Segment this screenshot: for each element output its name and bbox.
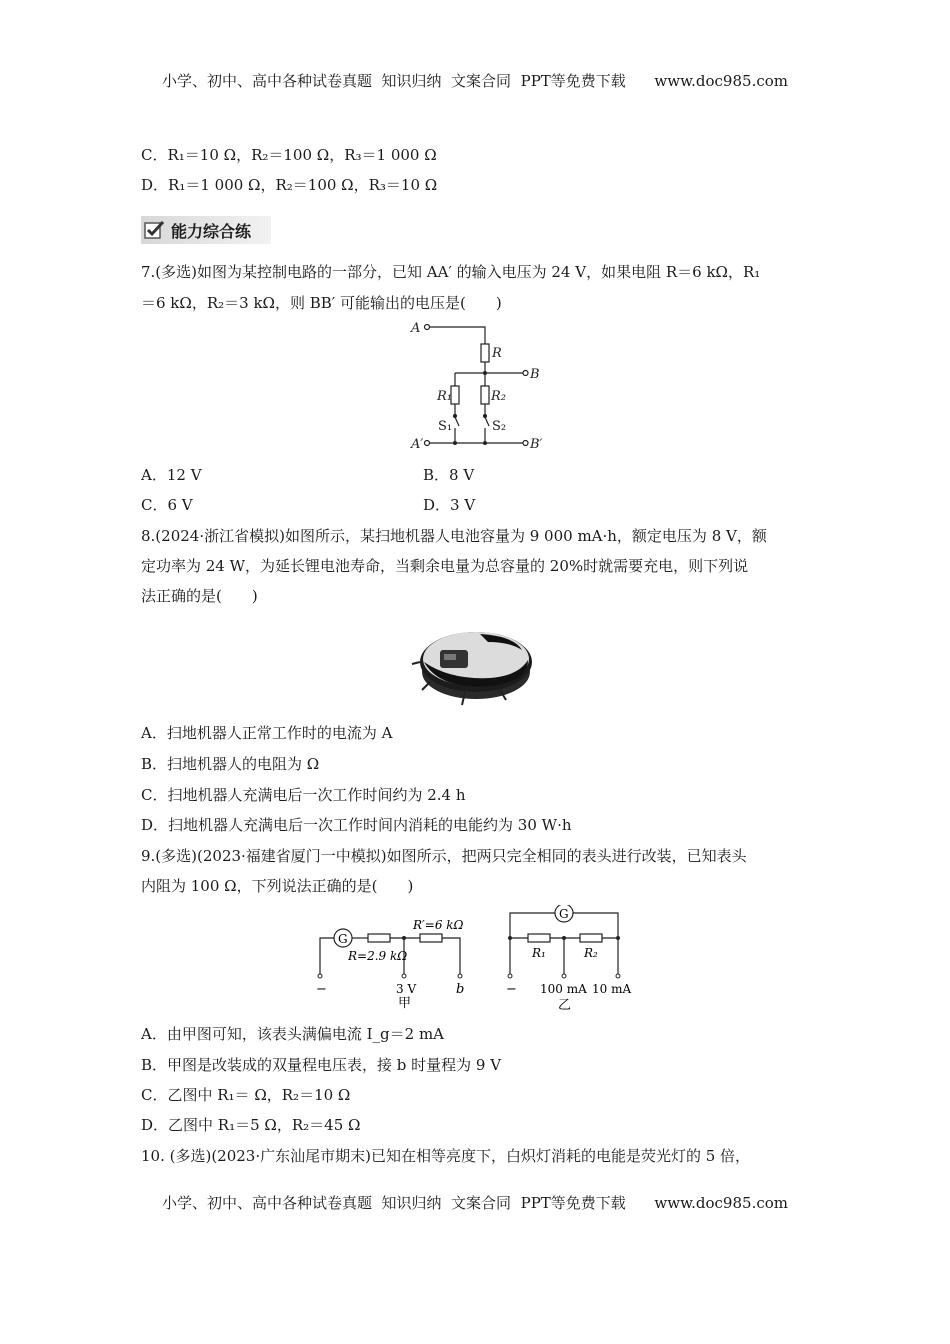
q7-circuit-diagram bbox=[405, 318, 555, 458]
q9-figure-yi bbox=[500, 905, 650, 1015]
q9-label-jia: 甲 bbox=[398, 996, 412, 1011]
q9-label-yi: 乙 bbox=[558, 998, 572, 1013]
section-header bbox=[141, 216, 271, 244]
q9-option-b: B．甲图是改装成的双量程电压表，接 b 时量程为 9 V bbox=[141, 1056, 502, 1074]
q7-option-c: C．6 V bbox=[141, 496, 193, 514]
q7-label-r1: R₁ bbox=[437, 389, 452, 404]
q9-label-r-jia: R=2.9 kΩ bbox=[348, 949, 408, 963]
prev-option-c: C．R₁＝10 Ω，R₂＝100 Ω，R₃＝1 000 Ω bbox=[141, 146, 437, 164]
q9-line-1: 9.(多选)(2023·福建省厦门一中模拟)如图所示，把两只完全相同的表头进行改装，已知表头 bbox=[141, 847, 747, 865]
q10-line-1: 10. (多选)(2023·广东汕尾市期末)已知在相等亮度下，白炽灯消耗的电能是荧光灯的 5 倍， bbox=[141, 1147, 751, 1165]
page-header: 小学、初中、高中各种试卷真题 知识归纳 文案合同 PPT等免费下载 www.doc985.com bbox=[161, 72, 788, 90]
q8-option-d: D．扫地机器人充满电后一次工作时间内消耗的电能约为 30 W·h bbox=[141, 816, 572, 834]
q9-label-10ma: 10 mA bbox=[592, 982, 632, 996]
q9-figure-jia bbox=[310, 905, 480, 1015]
q8-line-2: 定功率为 24 W，为延长锂电池寿命，当剩余电量为总容量的 20%时就需要充电，则下列说 bbox=[141, 557, 749, 575]
q8-line-1: 8.(2024·浙江省模拟)如图所示，某扫地机器人电池容量为 9 000 mA·h，额定电压为 8 V，额 bbox=[141, 527, 767, 545]
q7-label-r: R bbox=[492, 346, 502, 361]
robot-vacuum-image bbox=[410, 610, 540, 710]
q9-label-3v: 3 V bbox=[396, 982, 417, 996]
prev-option-d: D．R₁＝1 000 Ω，R₂＝100 Ω，R₃＝10 Ω bbox=[141, 176, 438, 194]
q9-line-2: 内阻为 100 Ω，下列说法正确的是( ) bbox=[141, 877, 414, 895]
q7-label-s2: S₂ bbox=[492, 419, 507, 434]
q9-option-c: C．乙图中 R₁＝ Ω，R₂＝10 Ω bbox=[141, 1086, 351, 1104]
q7-option-b: B．8 V bbox=[423, 466, 475, 484]
q7-label-b: B bbox=[530, 367, 540, 382]
q9-label-r-prime: R′=6 kΩ bbox=[413, 918, 464, 932]
q9-label-r2: R₂ bbox=[584, 946, 598, 960]
galvanometer-label-yi: G bbox=[559, 907, 569, 921]
q7-line-1: 7.(多选)如图为某控制电路的一部分，已知 AA′ 的输入电压为 24 V，如果电阻 R＝6 kΩ，R₁ bbox=[141, 263, 761, 281]
q7-option-d: D．3 V bbox=[423, 496, 476, 514]
q7-label-r2: R₂ bbox=[491, 389, 506, 404]
q8-line-3: 法正确的是( ) bbox=[141, 587, 258, 605]
q8-option-c: C．扫地机器人充满电后一次工作时间约为 2.4 h bbox=[141, 786, 466, 804]
q7-label-a: A bbox=[411, 321, 421, 336]
checkmark-icon bbox=[143, 219, 165, 241]
q9-label-minus-jia: − bbox=[316, 982, 327, 997]
galvanometer-label-jia: G bbox=[338, 932, 348, 946]
q9-label-minus-yi: − bbox=[506, 982, 517, 997]
section-title: 能力综合练 bbox=[171, 221, 252, 241]
q9-option-a: A．由甲图可知，该表头满偏电流 I_g＝2 mA bbox=[141, 1025, 444, 1043]
q8-option-b: B．扫地机器人的电阻为 Ω bbox=[141, 755, 320, 773]
q9-label-100ma: 100 mA bbox=[540, 982, 587, 996]
q7-option-a: A．12 V bbox=[141, 466, 202, 484]
q9-label-b: b bbox=[456, 982, 465, 997]
q7-label-a-prime: A′ bbox=[411, 437, 424, 452]
q7-label-b-prime: B′ bbox=[530, 437, 543, 452]
q9-label-r1: R₁ bbox=[532, 946, 546, 960]
q8-option-a: A．扫地机器人正常工作时的电流为 A bbox=[141, 724, 393, 742]
q7-line-2: ＝6 kΩ，R₂＝3 kΩ，则 BB′ 可能输出的电压是( ) bbox=[141, 294, 502, 312]
q7-label-s1: S₁ bbox=[438, 419, 453, 434]
q9-option-d: D．乙图中 R₁＝5 Ω，R₂＝45 Ω bbox=[141, 1116, 361, 1134]
page-footer: 小学、初中、高中各种试卷真题 知识归纳 文案合同 PPT等免费下载 www.doc985.com bbox=[161, 1194, 788, 1212]
